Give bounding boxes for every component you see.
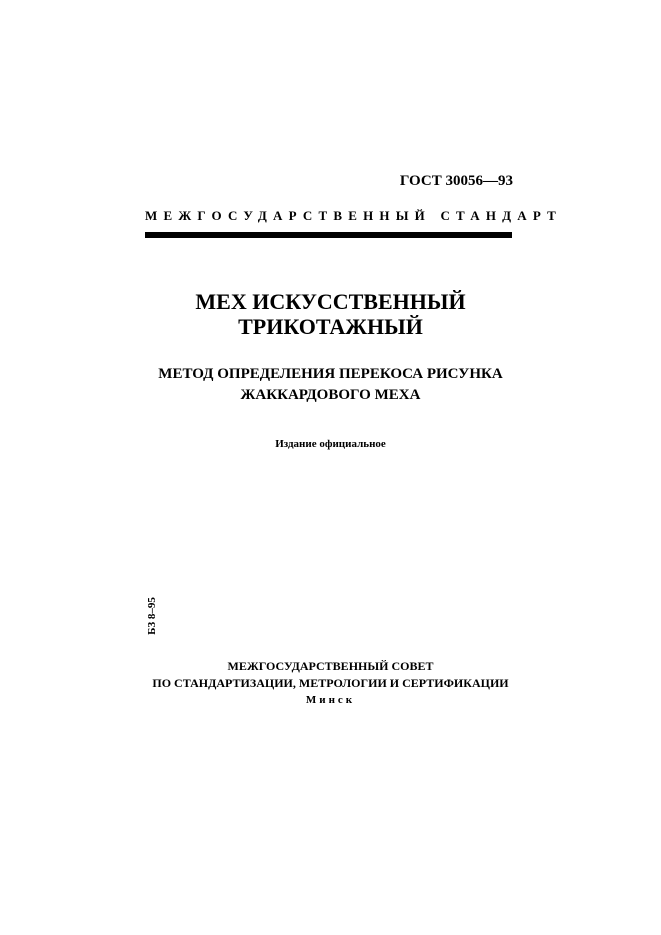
publisher-city: Минск [305,694,356,706]
publisher-line-1: МЕЖГОСУДАРСТВЕННЫЙ СОВЕТ [227,659,434,673]
document-code: ГОСТ 30056—93 [399,173,513,189]
subtitle-line-2: ЖАККАРДОВОГО МЕХА [240,387,421,403]
publisher-line-2: ПО СТАНДАРТИЗАЦИИ, МЕТРОЛОГИИ И СЕРТИФИКАЦИИ [152,676,509,690]
header-divider [145,232,512,238]
standard-type-heading: МЕЖГОСУДАРСТВЕННЫЙ СТАНДАРТ [145,208,563,223]
edition-label: Издание официальное [275,438,386,450]
subtitle-line-1: МЕТОД ОПРЕДЕЛЕНИЯ ПЕРЕКОСА РИСУНКА [158,366,503,382]
title-line-1: МЕХ ИСКУССТВЕННЫЙ [195,289,466,314]
side-catalog-code: БЗ 8–95 [146,597,158,635]
title-line-2: ТРИКОТАЖНЫЙ [238,314,423,339]
